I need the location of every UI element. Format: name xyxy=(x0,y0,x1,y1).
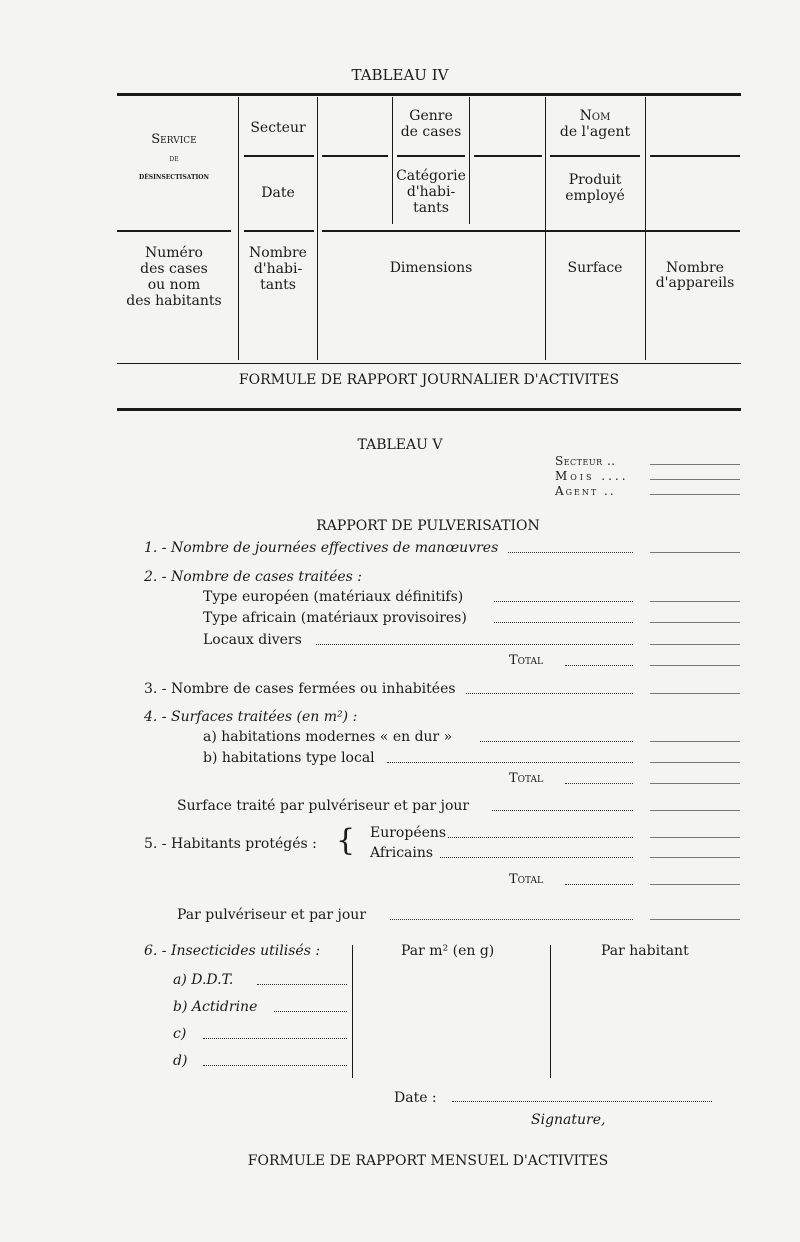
cell-rule xyxy=(650,155,740,157)
item-4b-field[interactable] xyxy=(650,762,740,763)
leader-dots xyxy=(448,837,633,838)
leader-dots xyxy=(494,601,633,602)
leader-dots xyxy=(257,984,347,985)
secteur-field[interactable] xyxy=(650,464,740,465)
leader-dots xyxy=(466,693,633,694)
mois-field-label: Mois .... xyxy=(555,469,629,483)
tableau-iv-title: TABLEAU IV xyxy=(351,66,449,84)
table-bottom-rule xyxy=(117,363,741,364)
column-divider xyxy=(238,97,239,360)
europeens-field[interactable] xyxy=(650,837,740,838)
column-divider xyxy=(645,97,646,360)
cell-rule xyxy=(322,230,740,232)
per-pulverizer-label: Par pulvériseur et par jour xyxy=(177,907,367,923)
numero-header: Numéro xyxy=(145,245,203,261)
categorie-header: tants xyxy=(413,200,449,216)
item-4a-field[interactable] xyxy=(650,741,740,742)
nom-agent-header: de l'agent xyxy=(559,124,631,140)
item-4b-label: b) habitations type local xyxy=(203,750,375,766)
africains-field[interactable] xyxy=(650,857,740,858)
nombre-habitants-header: tants xyxy=(260,277,296,293)
numero-header: des cases xyxy=(140,261,208,277)
par-m2-header: Par m² (en g) xyxy=(401,943,495,959)
leader-dots xyxy=(565,665,633,666)
total-label: Total xyxy=(509,872,544,887)
item-6d-label: d) xyxy=(173,1053,188,1069)
mois-field[interactable] xyxy=(650,479,740,480)
date-field[interactable] xyxy=(452,1101,712,1102)
leader-dots xyxy=(508,552,633,553)
nom-agent-header: Nom xyxy=(579,108,611,124)
tableau-v-title: TABLEAU V xyxy=(357,437,443,453)
report-title: RAPPORT DE PULVERISATION xyxy=(316,518,540,534)
cell-rule xyxy=(117,230,231,232)
leader-dots xyxy=(387,762,633,763)
tableau-v-caption: FORMULE DE RAPPORT MENSUEL D'ACTIVITES xyxy=(247,1153,609,1169)
item-4-label: 4. - Surfaces traitées (en m²) : xyxy=(144,709,358,725)
item-4-total-field[interactable] xyxy=(650,783,740,784)
item-5-africains-label: Africains xyxy=(370,845,434,861)
service-label: de xyxy=(169,154,179,164)
categorie-header: d'habi- xyxy=(406,184,456,200)
secteur-header: Secteur xyxy=(250,120,306,136)
table-top-rule xyxy=(117,93,741,96)
agent-field[interactable] xyxy=(650,494,740,495)
par-habitant-header: Par habitant xyxy=(601,943,689,959)
item-5-label: 5. - Habitants protégés : xyxy=(144,836,317,852)
leader-dots xyxy=(203,1065,347,1066)
surface-header: Surface xyxy=(567,260,623,276)
cell-rule xyxy=(322,155,388,157)
tableau-iv-caption: FORMULE DE RAPPORT JOURNALIER D'ACTIVITES xyxy=(238,372,620,388)
item-6b-label: b) Actidrine xyxy=(173,999,258,1015)
total-label: Total xyxy=(509,771,544,786)
item-2a-field[interactable] xyxy=(650,601,740,602)
dimensions-header: Dimensions xyxy=(389,260,473,276)
cell-rule xyxy=(244,230,314,232)
numero-header: des habitants xyxy=(126,293,222,309)
item-5-europeens-label: Européens xyxy=(370,825,447,841)
categorie-header: Catégorie xyxy=(396,168,466,184)
item-2a-label: Type européen (matériaux définitifs) xyxy=(203,589,464,605)
brace: { xyxy=(336,823,356,858)
genre-header: Genre xyxy=(409,108,453,124)
genre-header: de cases xyxy=(400,124,462,140)
leader-dots xyxy=(390,919,633,920)
item-4a-label: a) habitations modernes « en dur » xyxy=(203,729,453,745)
column-divider xyxy=(317,97,318,360)
surface-per-pulverizer-label: Surface traité par pulvériseur et par jour xyxy=(177,798,470,814)
item-2b-field[interactable] xyxy=(650,622,740,623)
leader-dots xyxy=(492,810,633,811)
numero-header: ou nom xyxy=(147,277,201,293)
per-pulverizer-field[interactable] xyxy=(650,919,740,920)
item-6-label: 6. - Insecticides utilisés : xyxy=(144,943,321,959)
item-2c-field[interactable] xyxy=(650,644,740,645)
nombre-habitants-header: d'habi- xyxy=(253,261,303,277)
appareils-header: Nombre xyxy=(666,260,724,276)
produit-header: Produit xyxy=(568,172,622,188)
item-3-field[interactable] xyxy=(650,693,740,694)
nombre-habitants-header: Nombre xyxy=(249,245,307,261)
signature-label: Signature, xyxy=(531,1112,606,1128)
column-divider xyxy=(550,945,551,1078)
date-label: Date : xyxy=(394,1090,437,1106)
cell-rule xyxy=(550,155,640,157)
column-divider xyxy=(352,945,353,1078)
item-2b-label: Type africain (matériaux provisoires) xyxy=(203,610,467,626)
item-1-label: 1. - Nombre de journées effectives de manœuvres xyxy=(144,540,499,556)
leader-dots xyxy=(565,783,633,784)
leader-dots xyxy=(565,884,633,885)
item-6a-label: a) D.D.T. xyxy=(173,972,234,988)
item-3-label: 3. - Nombre de cases fermées ou inhabitées xyxy=(144,681,456,697)
produit-header: employé xyxy=(565,188,625,204)
date-header: Date xyxy=(261,185,295,201)
item-1-field[interactable] xyxy=(650,552,740,553)
leader-dots xyxy=(274,1011,347,1012)
appareils-header: d'appareils xyxy=(655,275,735,291)
item-2-total-field[interactable] xyxy=(650,665,740,666)
item-5-total-field[interactable] xyxy=(650,884,740,885)
secteur-field-label: Secteur .. xyxy=(555,454,616,468)
leader-dots xyxy=(203,1038,347,1039)
cell-rule xyxy=(474,155,542,157)
leader-dots xyxy=(316,644,633,645)
section-divider xyxy=(117,408,741,411)
leader-dots xyxy=(480,741,633,742)
leader-dots xyxy=(440,857,633,858)
agent-field-label: Agent .. xyxy=(555,484,616,498)
total-label: Total xyxy=(509,653,544,668)
service-label: Service xyxy=(151,132,197,147)
cell-rule xyxy=(397,155,465,157)
leader-dots xyxy=(494,622,633,623)
surface-per-pulverizer-field[interactable] xyxy=(650,810,740,811)
cell-rule xyxy=(244,155,314,157)
item-2c-label: Locaux divers xyxy=(203,632,302,648)
item-2-label: 2. - Nombre de cases traitées : xyxy=(144,569,363,585)
service-label: désinsectisation xyxy=(139,172,209,182)
item-6c-label: c) xyxy=(173,1026,187,1042)
